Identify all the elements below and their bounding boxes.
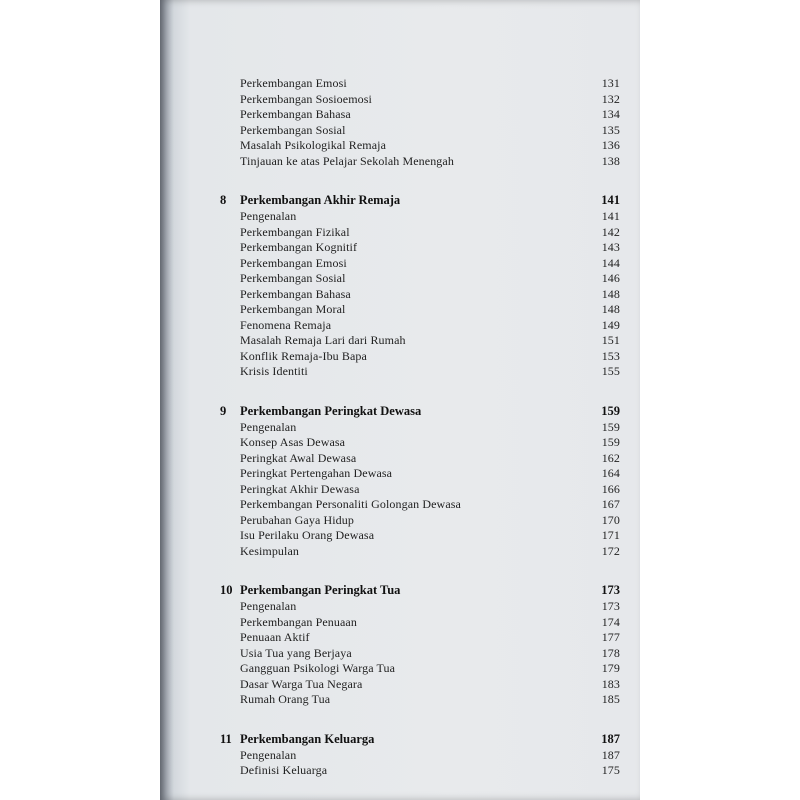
chapter-heading — [220, 191, 620, 209]
chapter-title: Perkembangan Peringkat Tua — [240, 583, 401, 597]
chapter-title: Perkembangan Akhir Remaja — [240, 193, 401, 207]
toc-entry: Dasar Warga Tua Negara 183 — [240, 676, 620, 691]
background-left — [0, 0, 160, 800]
toc-entry: Peringkat Pertengahan Dewasa 164 — [240, 466, 620, 480]
toc-entry: Perkembangan Bahasa 134 — [240, 107, 620, 121]
toc-entry: Masalah Remaja Lari dari Rumah 151 — [240, 333, 620, 347]
toc-entry: Perkembangan Sosioemosi 132 — [240, 91, 620, 106]
table-of-contents — [220, 76, 620, 779]
toc-entry: Krisis Identiti 155 — [240, 364, 620, 378]
toc-entry: Rumah Orang Tua 185 — [240, 692, 620, 706]
chapter-title: Perkembangan Peringkat Dewasa — [240, 403, 422, 418]
toc-entry: Pengenalan 141 — [240, 209, 620, 223]
intro-section — [220, 76, 620, 169]
toc-entry: Fenomena Remaja 149 — [240, 317, 620, 332]
toc-entry: Perkembangan Penuaan 174 — [240, 614, 620, 629]
toc-entry: Perkembangan Bahasa 148 — [240, 286, 620, 301]
chapter-number: 8 — [220, 193, 227, 207]
toc-entry: Pengenalan 173 — [240, 599, 620, 613]
chapter-heading — [220, 402, 620, 420]
toc-entry: Pengenalan 187 — [240, 747, 620, 762]
chapter-page: 141 — [601, 193, 620, 207]
toc-entry: Masalah Psikologikal Remaja 136 — [240, 138, 620, 152]
chapter-11 — [220, 730, 620, 779]
toc-entry: Gangguan Psikologi Warga Tua 179 — [240, 661, 620, 675]
toc-entry: Perkembangan Personaliti Golongan Dewasa 167 — [240, 497, 620, 511]
chapter-9 — [220, 402, 620, 560]
chapter-page: 173 — [601, 583, 620, 597]
toc-entry: Konsep Asas Dewasa 159 — [240, 435, 620, 449]
chapter-number: 9 — [220, 403, 227, 418]
chapter-10 — [220, 581, 620, 708]
chapter-page: 159 — [601, 403, 620, 418]
toc-entry: Penuaan Aktif 177 — [240, 630, 620, 644]
toc-entry: Kesimpulan 172 — [240, 543, 620, 558]
toc-entry: Pengenalan 159 — [240, 419, 620, 434]
spacer — [220, 708, 620, 730]
toc-entry: Perubahan Gaya Hidup 170 — [240, 512, 620, 527]
chapter-heading — [220, 581, 620, 599]
toc-entry: Usia Tua yang Berjaya 178 — [240, 645, 620, 660]
chapter-8 — [220, 191, 620, 380]
toc-entry: Perkembangan Fizikal 142 — [240, 224, 620, 239]
toc-entry: Perkembangan Emosi 131 — [240, 76, 620, 90]
toc-entry: Perkembangan Sosial 146 — [240, 271, 620, 285]
book-page — [160, 0, 640, 800]
toc-entry: Perkembangan Moral 148 — [240, 302, 620, 316]
toc-entry: Tinjauan ke atas Pelajar Sekolah Menengah 138 — [240, 153, 620, 168]
background-right — [640, 0, 800, 800]
chapter-number: 11 — [220, 731, 232, 746]
toc-entry: Peringkat Akhir Dewasa 166 — [240, 481, 620, 496]
spacer — [220, 559, 620, 581]
toc-entry: Perkembangan Emosi 144 — [240, 255, 620, 270]
chapter-heading — [220, 730, 620, 748]
chapter-page: 187 — [601, 731, 620, 746]
toc-entry: Perkembangan Sosial 135 — [240, 122, 620, 137]
toc-entry: Perkembangan Kognitif 143 — [240, 240, 620, 254]
toc-entry: Definisi Keluarga 175 — [240, 763, 620, 777]
toc-entry: Peringkat Awal Dewasa 162 — [240, 450, 620, 465]
spacer — [220, 380, 620, 402]
toc-entry: Isu Perilaku Orang Dewasa 171 — [240, 528, 620, 542]
spacer — [220, 169, 620, 191]
chapter-title: Perkembangan Keluarga — [240, 731, 375, 746]
chapter-number: 10 — [220, 583, 233, 597]
toc-entry: Konflik Remaja-Ibu Bapa 153 — [240, 348, 620, 363]
